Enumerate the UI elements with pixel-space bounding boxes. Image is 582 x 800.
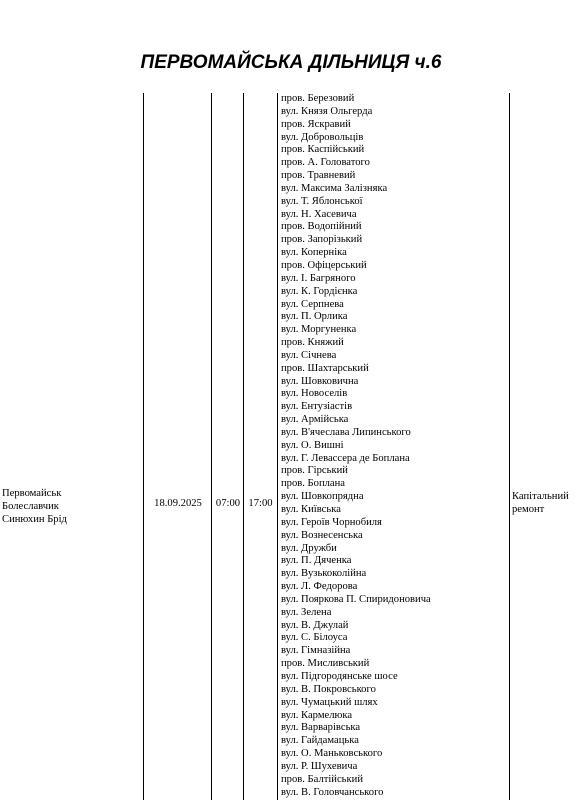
street-item: вул. К. Гордієнка	[281, 285, 358, 297]
date-cell: 18.09.2025	[154, 498, 202, 509]
street-item: пров. Боплана	[281, 478, 345, 490]
work-type-line: ремонт	[512, 503, 545, 515]
street-item: вул. Героїв Чорнобиля	[281, 516, 382, 528]
street-item: вул. Князя Ольгерда	[281, 105, 373, 117]
street-item: вул. Армійська	[281, 414, 349, 426]
street-item: вул. Гімназійна	[281, 645, 351, 657]
street-item: вул. О. Маньковського	[281, 748, 383, 760]
street-item: пров. Мисливський	[281, 658, 370, 670]
street-item: вул. П. Дяченка	[281, 555, 352, 567]
street-item: вул. Л. Федорова	[281, 581, 358, 593]
street-item: вул. Коперніка	[281, 247, 347, 259]
street-item: пров. Травневий	[281, 170, 356, 182]
street-item: вул. В. Джулай	[281, 619, 349, 631]
street-item: пров. Запорізький	[281, 234, 363, 246]
street-item: вул. О. Вишні	[281, 439, 344, 451]
column-divider	[277, 93, 278, 800]
work-type-cell	[512, 491, 582, 517]
street-item: вул. Зелена	[281, 606, 332, 618]
street-item: пров. Березовий	[281, 93, 355, 104]
street-item: пров. Яскравий	[281, 118, 351, 130]
street-item: вул. Дружби	[281, 542, 337, 554]
street-item: вул. Варварівська	[281, 722, 361, 734]
street-item: пров. Шахтарський	[281, 362, 369, 374]
page-title: ПЕРВОМАЙСЬКА ДІЛЬНИЦЯ ч.6	[140, 52, 442, 73]
street-item: пров. Гірський	[281, 465, 348, 477]
street-item: вул. Шовкопряднa	[281, 491, 364, 503]
street-item: пров. Княжий	[281, 337, 344, 349]
work-type-line: Капітальний	[512, 491, 569, 502]
street-item: вул. Максима Залізняка	[281, 182, 388, 194]
time-from-cell: 07:00	[215, 498, 241, 509]
column-divider	[509, 93, 510, 800]
street-item: вул. Шовковична	[281, 375, 359, 387]
street-item: пров. Балтійський	[281, 773, 363, 785]
street-item: вул. Київська	[281, 504, 341, 515]
street-item: вул. Чумацький шлях	[281, 696, 378, 708]
street-item: вул. Вознесенська	[281, 529, 363, 541]
settlement-name: Синюхин Брід	[2, 513, 67, 525]
column-divider	[243, 93, 244, 800]
street-item: пров. А. Головатого	[281, 157, 370, 169]
settlements-cell	[2, 488, 142, 526]
street-item: вул. С. Білоуса	[281, 632, 348, 644]
street-item: вул. Р. Шухевича	[281, 760, 358, 772]
street-item: вул. Гайдамацька	[281, 735, 359, 747]
street-item: вул. Ентузіастів	[281, 401, 353, 413]
street-item: вул. Н. Хасевича	[281, 208, 357, 220]
streets-cell	[281, 93, 507, 799]
column-divider	[143, 93, 144, 800]
street-item: вул. В'ячеслава Липинського	[281, 426, 411, 438]
column-divider	[211, 93, 212, 800]
street-item: вул. Серпнева	[281, 298, 344, 310]
settlement-name: Первомайськ	[2, 488, 62, 499]
street-item: вул. П. Орлика	[281, 311, 348, 323]
street-item: вул. Січнева	[281, 349, 337, 361]
street-item: пров. Каспійський	[281, 144, 365, 156]
settlement-name: Болеславчик	[2, 500, 59, 512]
street-item: вул. Г. Левассера де Боплана	[281, 452, 410, 464]
street-item: вул. Пояркова П. Спиридоновича	[281, 593, 431, 605]
street-item: вул. І. Багряного	[281, 272, 356, 284]
street-item: вул. Підгородянське шосе	[281, 670, 398, 682]
outage-schedule-table	[0, 93, 582, 800]
time-to-cell: 17:00	[248, 498, 273, 509]
street-item: вул. Т. Яблонської	[281, 195, 363, 207]
street-item: вул. Добровольців	[281, 131, 364, 143]
street-item: вул. Новоселів	[281, 388, 348, 400]
street-item: вул. В. Покровського	[281, 683, 376, 695]
street-item: вул. В. Головчанського	[281, 786, 384, 798]
street-item: вул. Кармелюка	[281, 709, 353, 721]
street-item: вул. Вузькоколійна	[281, 568, 367, 580]
street-item: вул. Моргуненка	[281, 324, 357, 336]
street-item: пров. Офіцерський	[281, 259, 367, 271]
street-item: пров. Водопійний	[281, 221, 362, 233]
